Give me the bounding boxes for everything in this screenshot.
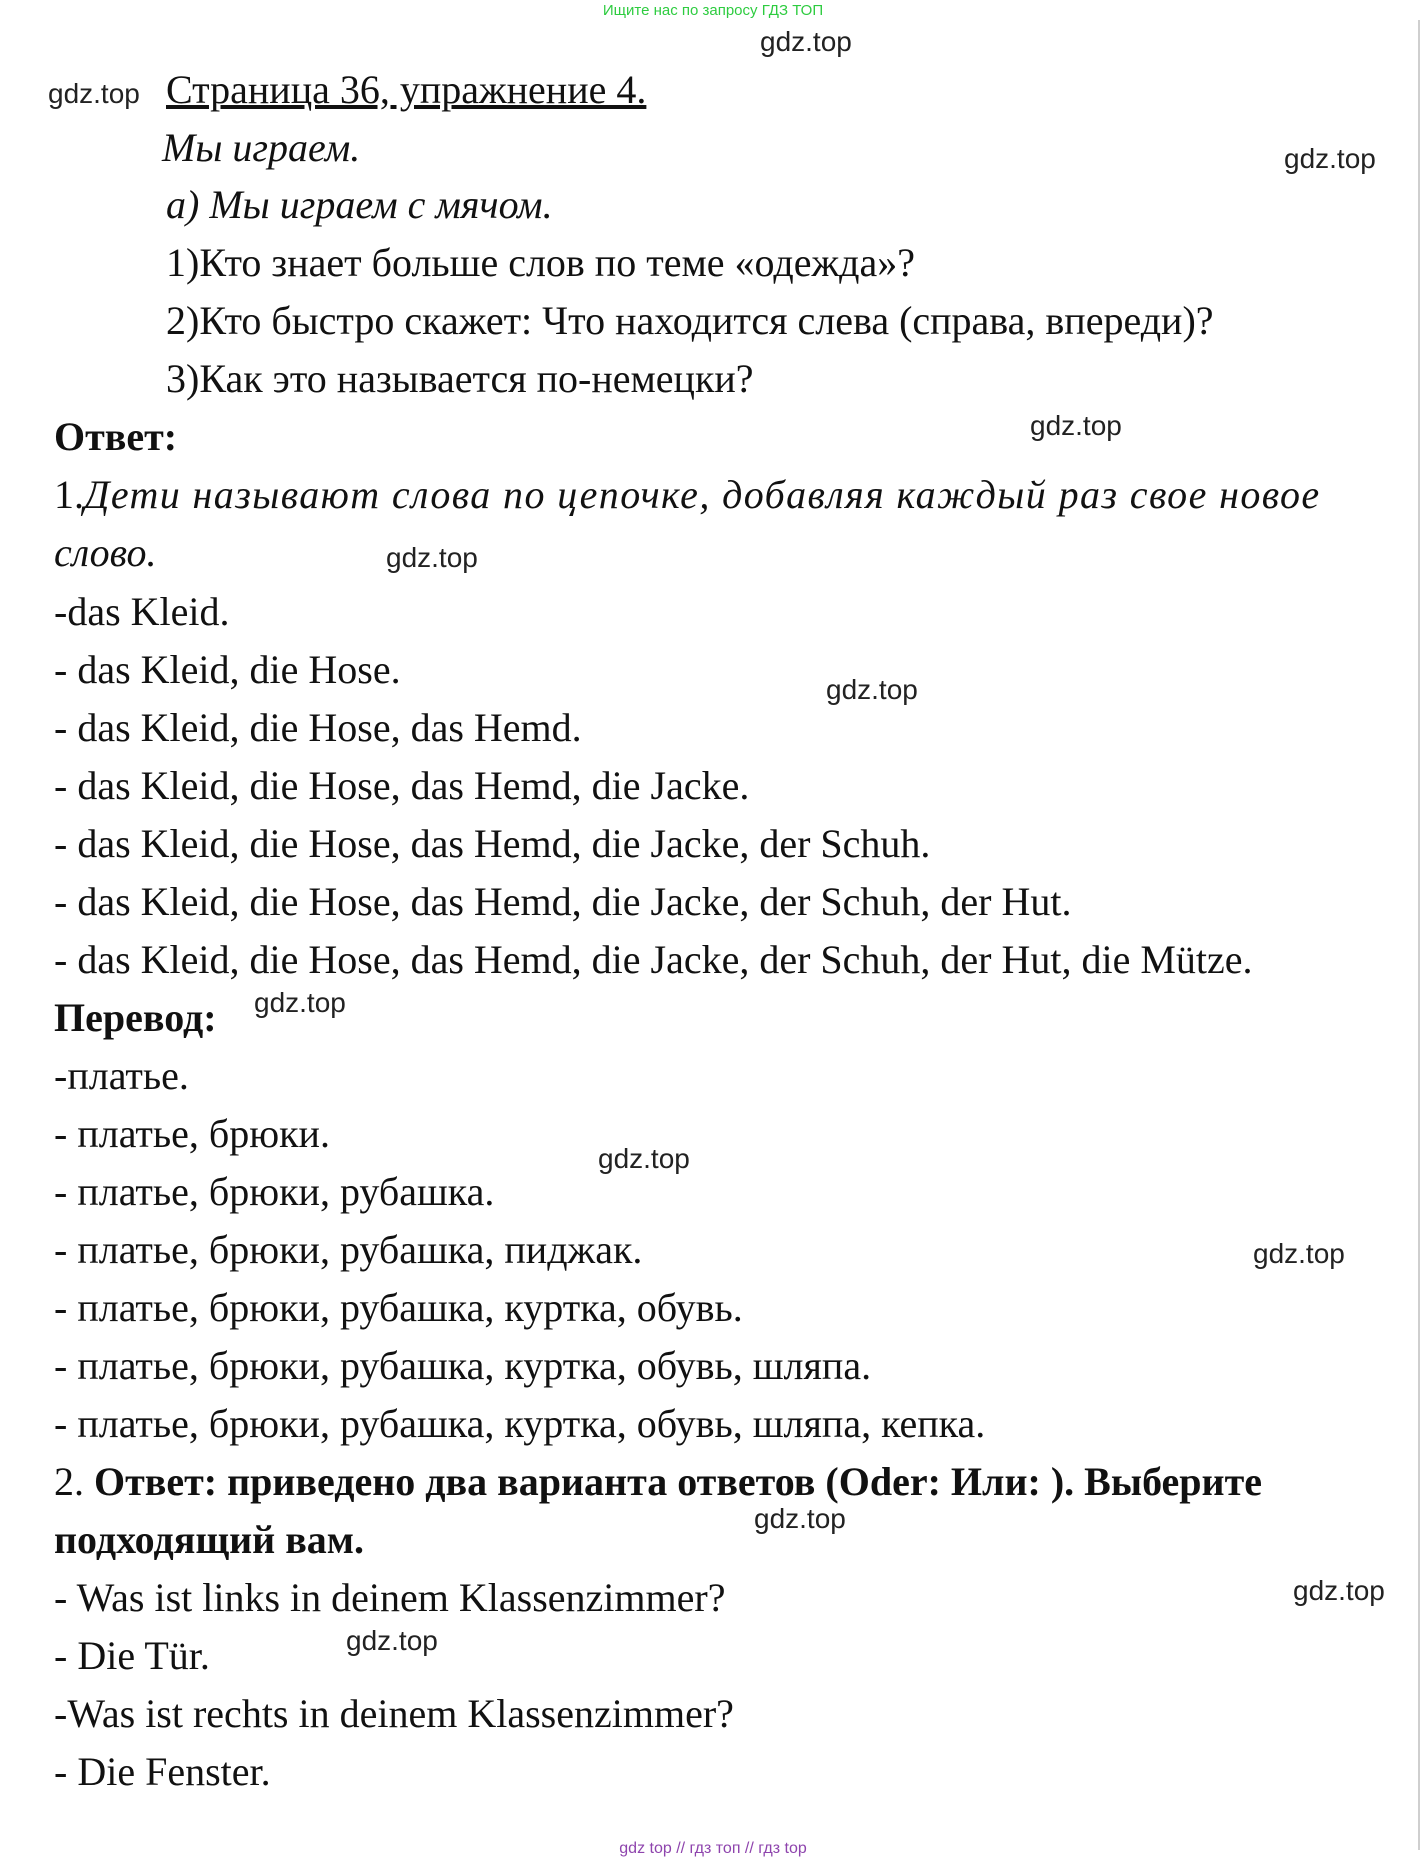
- page-title: Страница 36, упражнение 4.: [166, 67, 647, 112]
- watermark: gdz.top: [1284, 143, 1376, 174]
- item1-text: Дети называют слова по цепочке, добавляя каждый раз свое новое: [84, 472, 1321, 517]
- chain-de-7: - das Kleid, die Hose, das Hemd, die Jacke, der Schuh, der Hut, die Mütze.: [54, 937, 1253, 982]
- question-3: 3)Как это называется по-немецки?: [166, 356, 754, 401]
- chain-de-5: - das Kleid, die Hose, das Hemd, die Jacke, der Schuh.: [54, 821, 931, 866]
- chain-ru-4: - платье, брюки, рубашка, пиджак.: [54, 1227, 643, 1272]
- watermark: gdz.top: [1293, 1575, 1385, 1606]
- dialog-line-1: - Was ist links in deinem Klassenzimmer?: [54, 1575, 726, 1620]
- top-banner[interactable]: Ищите нас по запросу ГДЗ ТОП: [602, 2, 824, 19]
- page-edge-line: [1418, 20, 1420, 1850]
- watermark: gdz.top: [1030, 410, 1122, 441]
- item1-number: 1.: [54, 472, 84, 517]
- question-2: 2)Кто быстро скажет: Что находится слева (справа, впереди)?: [166, 298, 1214, 343]
- item2-line2: подходящий вам.: [54, 1517, 365, 1562]
- dialog-line-2: - Die Tür.: [54, 1633, 210, 1678]
- watermark: gdz.top: [598, 1143, 690, 1174]
- dialog-line-4: - Die Fenster.: [54, 1749, 271, 1794]
- chain-ru-2: - платье, брюки.: [54, 1111, 330, 1156]
- watermark: gdz.top: [1253, 1238, 1345, 1269]
- watermark: gdz.top: [254, 987, 346, 1018]
- chain-de-1: -das Kleid.: [54, 589, 230, 634]
- subtitle: Мы играем.: [162, 125, 361, 170]
- chain-ru-3: - платье, брюки, рубашка.: [54, 1169, 495, 1214]
- watermark: gdz.top: [386, 542, 478, 573]
- chain-ru-5: - платье, брюки, рубашка, куртка, обувь.: [54, 1285, 743, 1330]
- chain-ru-1: -платье.: [54, 1053, 189, 1098]
- watermark: gdz.top: [48, 78, 140, 109]
- chain-ru-6: - платье, брюки, рубашка, куртка, обувь, шляпа.: [54, 1343, 872, 1388]
- watermark: gdz.top: [760, 26, 852, 57]
- chain-de-4: - das Kleid, die Hose, das Hemd, die Jacke.: [54, 763, 750, 808]
- chain-de-3: - das Kleid, die Hose, das Hemd.: [54, 705, 582, 750]
- watermark: gdz.top: [346, 1625, 438, 1656]
- task-a: а) Мы играем с мячом.: [166, 182, 553, 227]
- watermark: gdz.top: [754, 1503, 846, 1534]
- item2-bold-text: Ответ: приведено два варианта ответов (Oder: Или: ). Выберите: [94, 1459, 1262, 1504]
- item1-line2: слово.: [54, 530, 157, 575]
- translation-label: Перевод:: [54, 995, 217, 1040]
- question-1: 1)Кто знает больше слов по теме «одежда»?: [166, 240, 915, 285]
- answer-label: Ответ:: [54, 414, 178, 459]
- item2-number: 2.: [54, 1459, 94, 1504]
- dialog-line-3: -Was ist rechts in deinem Klassenzimmer?: [54, 1691, 734, 1736]
- chain-ru-7: - платье, брюки, рубашка, куртка, обувь, шляпа, кепка.: [54, 1401, 986, 1446]
- chain-de-6: - das Kleid, die Hose, das Hemd, die Jacke, der Schuh, der Hut.: [54, 879, 1072, 924]
- item1-line1: [54, 472, 1321, 517]
- item2-line1: [54, 1459, 1262, 1504]
- chain-de-2: - das Kleid, die Hose.: [54, 647, 401, 692]
- watermark: gdz.top: [826, 674, 918, 705]
- footer-links[interactable]: gdz top // гдз топ // гдз top: [619, 1840, 807, 1857]
